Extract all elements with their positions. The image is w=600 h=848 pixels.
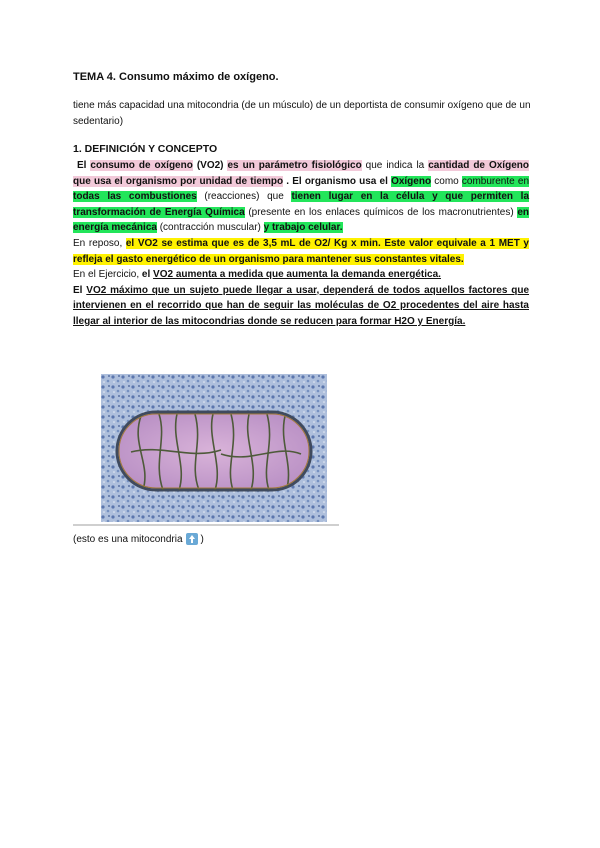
text-span: En el Ejercicio, bbox=[73, 269, 142, 281]
page-title: TEMA 4. Consumo máximo de oxígeno. bbox=[73, 71, 279, 83]
text-span: como bbox=[431, 175, 462, 187]
highlight-comburente: comburente en bbox=[461, 175, 529, 187]
text-span: (VO2) bbox=[192, 160, 228, 171]
text-span: En reposo, bbox=[73, 237, 126, 249]
highlight-trabajo: y trabajo celular. bbox=[263, 222, 343, 234]
mitochondria-image bbox=[101, 374, 327, 522]
highlight-energia-mecanica: en energía mecánica bbox=[73, 206, 529, 234]
highlight-parametro: es un parámetro fisiológico bbox=[227, 160, 362, 171]
image-bottom-border bbox=[73, 524, 339, 526]
text-span: (reacciones) que bbox=[196, 191, 292, 203]
definition-paragraph bbox=[73, 158, 529, 236]
highlight-combustiones: todas las combustiones bbox=[73, 191, 197, 203]
highlight-oxigeno: Oxígeno bbox=[391, 175, 432, 187]
underlined-text: VO2 máximo que un sujeto puede llegar a usar, dependerá de todos aquellos factores que intervienen en el recorrido que han de seguir las moléculas de O2 procedentes del aire hasta llegar al interior de las mitocondrias donde se reducen para formar H2O y Energía. bbox=[73, 284, 530, 327]
up-arrow-icon bbox=[186, 533, 198, 545]
vo2max-paragraph bbox=[73, 283, 529, 330]
caption-text-end: ) bbox=[200, 533, 204, 545]
text-span: El bbox=[76, 160, 91, 171]
text-span: que indica la bbox=[361, 160, 429, 171]
image-caption bbox=[73, 533, 204, 545]
highlight-cantidad: cantidad de Oxígeno que usa el organismo por unidad de tiempo bbox=[73, 160, 529, 187]
exercise-paragraph bbox=[73, 267, 529, 283]
underlined-text: VO2 aumenta a medida que aumenta la demanda energética. bbox=[153, 269, 441, 281]
highlight-celula: tienen lugar en la célula y que permiten la transformación de Energía Química bbox=[73, 191, 530, 218]
text-span: El bbox=[73, 284, 87, 296]
mitochondria-illustration bbox=[101, 374, 327, 522]
text-span: el bbox=[141, 269, 154, 281]
intro-paragraph: tiene más capacidad una mitocondria (de un músculo) de un deportista de consumir oxígeno que de un sedentario) bbox=[73, 100, 531, 127]
highlight-consumo: consumo de oxígeno bbox=[90, 160, 193, 171]
text-span: . El bbox=[283, 175, 305, 187]
text-span: organismo usa el bbox=[304, 175, 388, 187]
section-body bbox=[73, 158, 529, 330]
section-heading: 1. DEFINICIÓN Y CONCEPTO bbox=[73, 143, 218, 155]
text-span: (contracción muscular) bbox=[156, 222, 264, 234]
rest-paragraph bbox=[73, 236, 529, 267]
text-span: (presente en los enlaces químicos de los macronutrientes) bbox=[244, 206, 518, 218]
caption-text: (esto es una mitocondria bbox=[73, 533, 183, 545]
highlight-reposo: el VO2 se estima que es de 3,5 mL de O2/ Kg x min. Este valor equivale a 1 MET y refleja el gasto energético de un organismo para mantener sus constantes vitales. bbox=[73, 237, 529, 265]
